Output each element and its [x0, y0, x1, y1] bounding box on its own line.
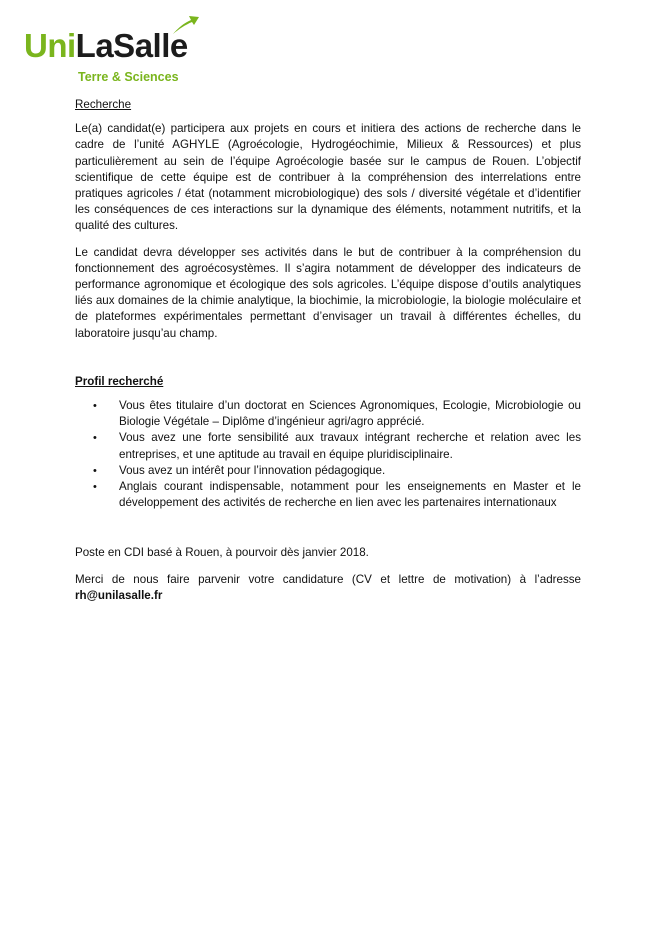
- star-icon: [170, 14, 200, 38]
- paragraph-recherche-1: Le(a) candidat(e) participera aux projets en cours et initiera des actions de recherche dans le cadre de l’unité AGHYLE (Agroécologie, Hydrogéochimie, Milieux & Ressources) et plus particulièrement au sein de l’équipe Agroécologie basée sur le campus de Rouen. L’objectif scientifique de cette équipe est de contribuer à la compréhension des interrelations entre pratiques agricoles / état (notamment microbiologique) des sols / diversité végétale et d’identifier les conséquences de ces interactions sur la dynamique des éléments, notamment nutritifs, et la qualité des cultures.: [75, 122, 581, 233]
- list-item-text: Anglais courant indispensable, notamment pour les enseignements en Master et le développement des activités de recherche en lien avec les partenaires internationaux: [119, 480, 581, 510]
- paragraph-recherche-2: Le candidat devra développer ses activités dans le but de contribuer à la compréhension du fonctionnement des agroécosystèmes. Il s’agira notamment de développer des indicateurs de performance agronomique et écologique des sols agricoles. L’équipe dispose d’outils analytiques liés aux domaines de la chimie analytique, la biochimie, la microbiologie, la biologie moléculaire et de plateformes expérimentales permettant d’envisager un travail à différentes échelles, du laboratoire jusqu’au champ.: [75, 245, 581, 340]
- list-item: [93, 479, 581, 511]
- unilasalle-logo: [24, 12, 204, 82]
- list-item: [93, 398, 581, 430]
- contact-text: Merci de nous faire parvenir votre candidature (CV et lettre de motivation) à l’adresse: [75, 572, 581, 586]
- list-item: [93, 463, 581, 479]
- bullet-icon: •: [93, 432, 97, 445]
- poste-text: Poste en CDI basé à Rouen, à pourvoir dès janvier 2018.: [75, 546, 369, 560]
- logo-tagline: Terre & Sciences: [78, 70, 179, 84]
- contact-paragraph: [75, 572, 581, 604]
- heading-profil: Profil recherché: [75, 374, 164, 388]
- bullet-icon: •: [93, 400, 97, 413]
- list-item-text: Vous êtes titulaire d’un doctorat en Sciences Agronomiques, Ecologie, Microbiologie ou Biologie Végétale – Diplôme d’ingénieur agri/agro apprécié.: [119, 399, 581, 429]
- list-item-text: Vous avez une forte sensibilité aux travaux intégrant recherche et relation avec les entreprises, et une aptitude au travail en équipe pluridisciplinaire.: [119, 431, 581, 461]
- contact-email[interactable]: rh@unilasalle.fr: [75, 588, 163, 602]
- bullet-icon: •: [93, 464, 97, 477]
- logo-wordmark: [24, 26, 188, 66]
- document-body: [75, 97, 581, 614]
- profil-list: [75, 398, 581, 511]
- list-item-text: Vous avez un intérêt pour l’innovation pédagogique.: [119, 463, 386, 477]
- list-item: [93, 430, 581, 462]
- bullet-icon: •: [93, 481, 97, 494]
- heading-recherche: Recherche: [75, 98, 132, 111]
- logo-uni: Uni: [24, 27, 76, 64]
- logo-lasalle: LaSalle: [75, 27, 188, 64]
